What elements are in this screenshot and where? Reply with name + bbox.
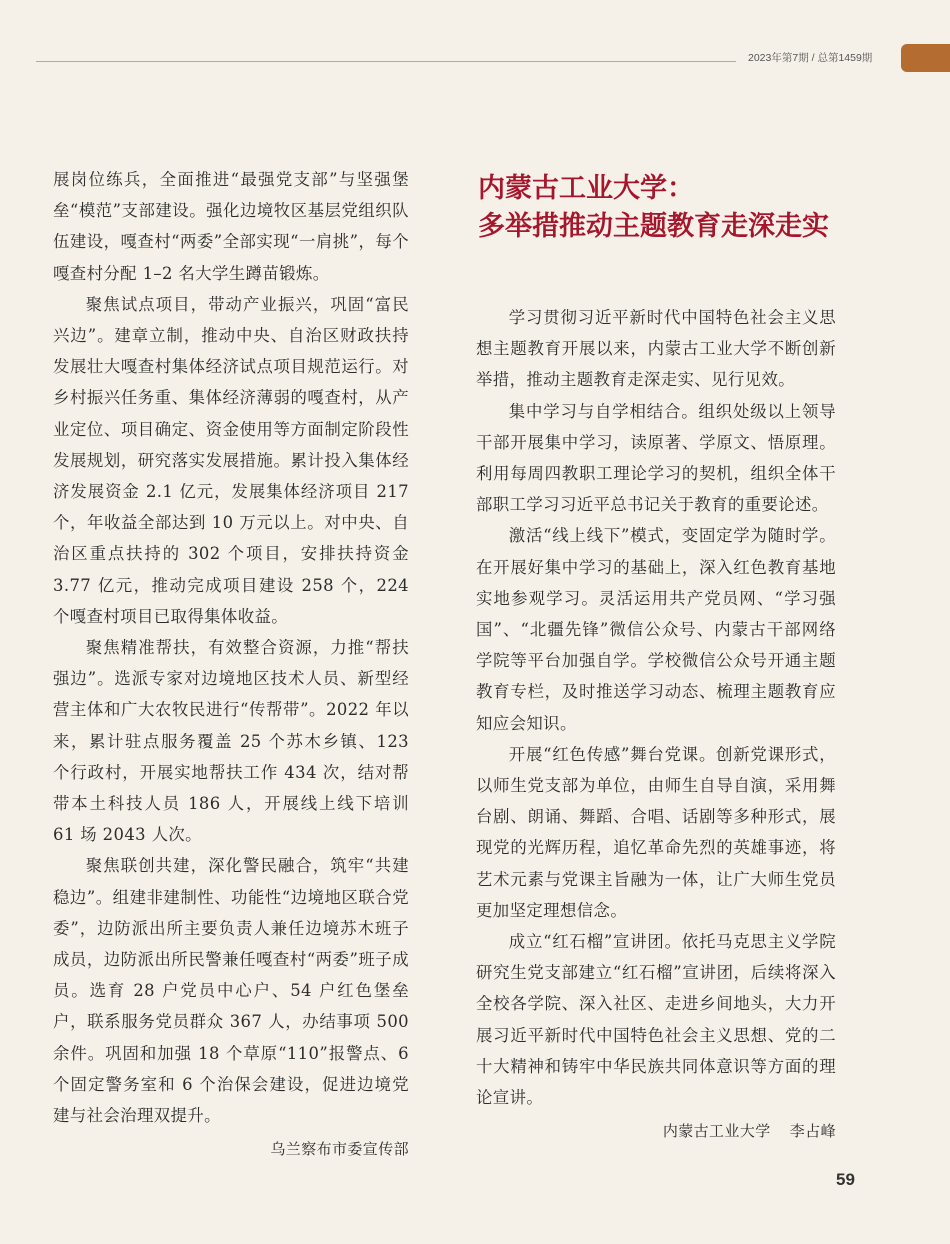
paragraph-targeted-assistance: 聚焦精准帮扶，有效整合资源，力推“帮扶强边”。选派专家对边境地区技术人员、新型经营主体和广大农牧民进行“传帮带”。2022 年以来，累计驻点服务覆盖 25 个苏木乡镇、123 个行政村，开展实地帮扶工作 434 次，结对帮带本土科技人员 186 人，开展线上线下培训 61 场 2043 人次。 bbox=[53, 638, 409, 845]
continued-paragraph: 展岗位练兵，全面推进“最强党支部”与坚强堡垒“模范”支部建设。强化边境牧区基层党组织队伍建设，嘎查村“两委”全部实现“一肩挑”，每个嘎查村分配 1–2 名大学生蹲苗锻炼。 bbox=[53, 170, 409, 283]
article-intro: 学习贯彻习近平新时代中国特色社会主义思想主题教育开展以来，内蒙古工业大学不断创新举措，推动主题教育走深走实、见行见效。 bbox=[476, 308, 836, 390]
paragraph-joint-construction: 聚焦联创共建，深化警民融合，筑牢“共建稳边”。组建非建制性、功能性“边境地区联合党委”，边防派出所主要负责人兼任边境苏木班子成员，边防派出所民警兼任嘎查村“两委”班子成员。选育 28 户党员中心户、54 户红色堡垒户，联系服务党员群众 367 人，办结事项 500 余件。巩固和加强 18 个草原“110”报警点、6 个固定警务室和 6 个治保会建设，促进边境党建与社会治理双提升。 bbox=[53, 856, 409, 1126]
article-body bbox=[476, 302, 836, 1147]
paragraph-pilot-projects: 聚焦试点项目，带动产业振兴，巩固“富民兴边”。建章立制，推动中央、自治区财政扶持发展壮大嘎查村集体经济试点项目规范运行。对乡村振兴任务重、集体经济薄弱的嘎查村，从产业定位、项目确定、资金使用等方面制定阶段性发展规划，研究落实发展措施。累计投入集体经济发展资金 2.1 亿元，发展集体经济项目 217 个，年收益全部达到 10 万元以上。对中央、自治区重点扶持的 302 个项目，安排扶持资金 3.77 亿元，推动完成项目建设 258 个，224 个嘎查村项目已取得集体收益。 bbox=[53, 294, 409, 626]
paragraph-online-offline: 激活“线上线下”模式，变固定学为随时学。在开展好集中学习的基础上，深入红色教育基地实地参观学习。灵活运用共产党员网、“学习强国”、“北疆先锋”微信公众号、内蒙古干部网络学院等平台加强自学。学校微信公众号开通主题教育专栏，及时推送学习动态、梳理主题教育应知应会知识。 bbox=[476, 526, 836, 733]
page-number: 59 bbox=[836, 1170, 855, 1189]
headline-line-2: 多举措推动主题教育走深走实 bbox=[478, 211, 829, 242]
article-headline bbox=[478, 170, 858, 246]
header-rule bbox=[36, 61, 736, 62]
paragraph-lecture-group: 成立“红石榴”宣讲团。依托马克思主义学院研究生党支部建立“红石榴”宣讲团，后续将深入全校各学院、深入社区、走进乡间地头，大力开展习近平新时代中国特色社会主义思想、党的二十大精神和铸牢中华民族共同体意识等方面的理论宣讲。 bbox=[476, 932, 836, 1108]
paragraph-stage-lessons: 开展“红色传感”舞台党课。创新党课形式，以师生党支部为单位，由师生自导自演，采用舞台剧、朗诵、舞蹈、合唱、话剧等多种形式，展现党的光辉历程，追忆革命先烈的英雄事迹，将艺术元素与党课主旨融为一体，让广大师生党员更加坚定理想信念。 bbox=[476, 744, 836, 920]
section-tab bbox=[901, 44, 950, 72]
left-signature: 乌兰察布市委宣传部 bbox=[270, 1140, 409, 1159]
headline-line-1: 内蒙古工业大学： bbox=[478, 173, 694, 204]
issue-number: 2023年第7期 / 总第1459期 bbox=[748, 52, 873, 64]
article-signature: 内蒙古工业大学 李占峰 bbox=[662, 1122, 836, 1141]
paragraph-centralized-study: 集中学习与自学相结合。组织处级以上领导干部开展集中学习，读原著、学原文、悟原理。利用每周四教职工理论学习的契机，组织全体干部职工学习习近平总书记关于教育的重要论述。 bbox=[476, 401, 836, 515]
left-column bbox=[53, 164, 409, 1166]
